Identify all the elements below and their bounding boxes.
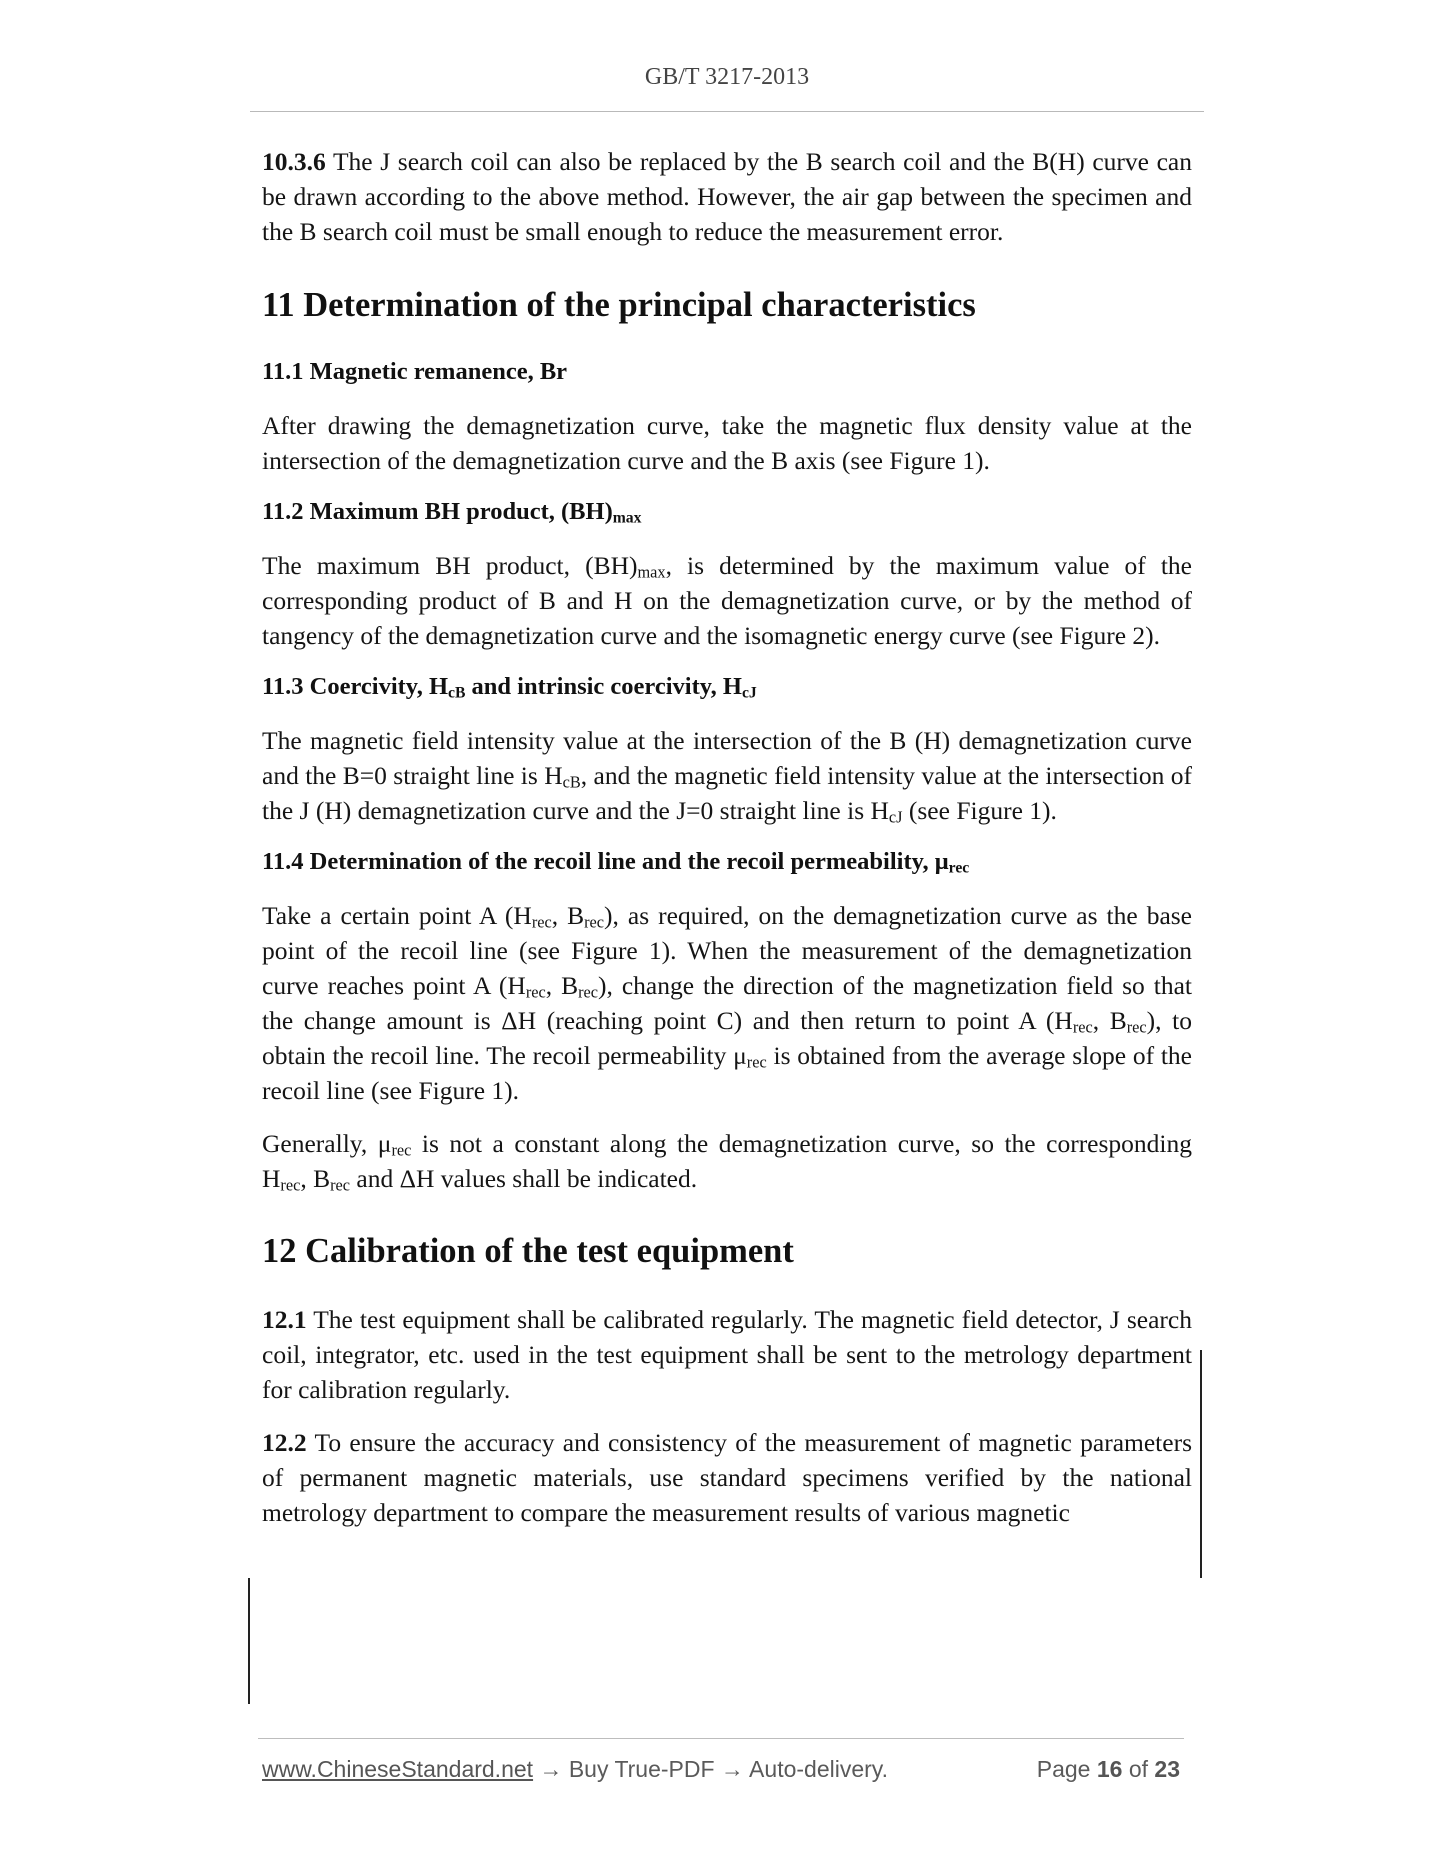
clause-text: The test equipment shall be calibrated regularly. The magnetic field detector, J search coil, integrator, etc. used in the test equipment shall be sent to the metrology department for calibration regularly.	[262, 1305, 1192, 1404]
subscript: cB	[448, 684, 466, 702]
running-header: GB/T 3217-2013	[644, 64, 810, 90]
clause-10-3-6	[262, 144, 1192, 249]
text-run: is obtained from the average slope of the recoil line (see Figure 1).	[262, 1041, 1192, 1105]
page-total: 23	[1154, 1756, 1180, 1782]
page-number: 16	[1096, 1756, 1123, 1782]
subscript: rec	[578, 982, 599, 1002]
text-run: is not a constant along the demagnetization curve, so the corresponding H	[262, 1129, 1193, 1193]
text-run: , is determined by the maximum value of the corresponding product of B and H on the demagnetization curve, or by the method of tangency of the demagnetization curve and the isomagnetic energy curve (see Figure 2).	[262, 551, 1192, 650]
subscript: cB	[562, 772, 581, 792]
clause-12-1	[262, 1302, 1192, 1407]
subscript: rec	[280, 1175, 301, 1195]
subscript: cJ	[888, 807, 903, 827]
clause-heading-11-3	[262, 671, 1192, 703]
clause-text: To ensure the accuracy and consistency of the measurement of magnetic parameters of permanent magnetic materials, use standard specimens verified by the national metrology department to compare the measurement results of various magnetic	[262, 1428, 1192, 1527]
paragraph-11-2	[262, 548, 1192, 653]
subscript: rec	[584, 912, 605, 932]
heading-text: and intrinsic coercivity, H	[465, 673, 742, 700]
paragraph-11-4-a	[262, 898, 1192, 1108]
subscript: rec	[531, 912, 552, 932]
subscript: rec	[525, 982, 546, 1002]
paragraph-11-1: After drawing the demagnetization curve, take the magnetic flux density value at the intersection of the demagnetization curve and the B axis (see Figure 1).	[262, 411, 1192, 475]
text-run: , B	[300, 1164, 331, 1193]
subscript: rec	[1072, 1017, 1093, 1037]
text-run: ), to obtain the recoil line. The recoil permeability μ	[262, 1006, 1192, 1070]
text-run: ), change the direction of the magnetization field so that the change amount is ΔH (reaching point C) and then return to point A (H	[262, 971, 1192, 1035]
subscript: rec	[330, 1175, 351, 1195]
subscript: rec	[391, 1140, 412, 1160]
revision-bar-left	[248, 1578, 250, 1704]
text-run: , B	[545, 971, 579, 1000]
heading-text: 11.3 Coercivity, H	[262, 673, 448, 700]
text-run: (see Figure 1).	[902, 796, 1057, 825]
subscript: cJ	[741, 684, 757, 702]
revision-bar-right	[1200, 1350, 1202, 1578]
paragraph-11-3	[262, 723, 1192, 828]
clause-12-2	[262, 1425, 1192, 1530]
footer-promo-text: → Buy True-PDF → Auto-delivery.	[533, 1756, 888, 1782]
subscript: rec	[948, 859, 970, 877]
page-body	[262, 144, 1192, 1530]
text-run: , B	[1092, 1006, 1127, 1035]
subscript: rec	[746, 1052, 767, 1072]
subscript: rec	[1126, 1017, 1147, 1037]
text-run: Take a certain point A (H	[262, 901, 532, 930]
paragraph-11-4-b	[262, 1126, 1192, 1196]
text-run: The maximum BH product, (BH)	[262, 551, 638, 580]
clause-number: 12.2	[262, 1428, 307, 1457]
clause-heading-11-2	[262, 496, 1192, 528]
clause-number: 12.1	[262, 1305, 307, 1334]
of-label: of	[1122, 1756, 1155, 1782]
text-run: ), as required, on the demagnetization curve as the base point of the recoil line (see Figure 1). When the measurement of the demagnetization curve reaches point A (H	[262, 901, 1193, 1000]
clause-text: The J search coil can also be replaced by the B search coil and the B(H) curve can be drawn according to the above method. However, the air gap between the specimen and the B search coil must be small enough to reduce the measurement error.	[262, 147, 1192, 246]
header-rule	[250, 111, 1204, 112]
page-label: Page	[1036, 1756, 1097, 1782]
section-heading-12: 12 Calibration of the test equipment	[262, 1232, 794, 1270]
text-run: , and the magnetic field intensity value at the intersection of the J (H) demagnetization curve and the J=0 straight line is H	[262, 761, 1192, 825]
subscript: max	[637, 562, 666, 582]
text-run: , B	[551, 901, 585, 930]
clause-heading-11-1: 11.1 Magnetic remanence, Br	[262, 358, 568, 385]
page-indicator	[1037, 1756, 1180, 1783]
clause-number: 10.3.6	[262, 147, 326, 176]
text-run: The magnetic field intensity value at the intersection of the B (H) demagnetization curve and the B=0 straight line is H	[262, 726, 1192, 790]
text-run: Generally, μ	[262, 1129, 392, 1158]
page-footer	[262, 1756, 1184, 1786]
site-link[interactable]: www.ChineseStandard.net	[262, 1756, 534, 1782]
heading-text: 11.4 Determination of the recoil line and the recoil permeability, μ	[262, 848, 949, 875]
subscript: max	[612, 509, 642, 527]
heading-text: 11.2 Maximum BH product, (BH)	[262, 498, 613, 525]
footer-rule	[258, 1738, 1184, 1739]
section-heading-11: 11 Determination of the principal characteristics	[262, 286, 976, 324]
clause-heading-11-4	[262, 846, 1192, 878]
footer-promo	[262, 1756, 888, 1783]
text-run: and ΔH values shall be indicated.	[350, 1164, 698, 1193]
